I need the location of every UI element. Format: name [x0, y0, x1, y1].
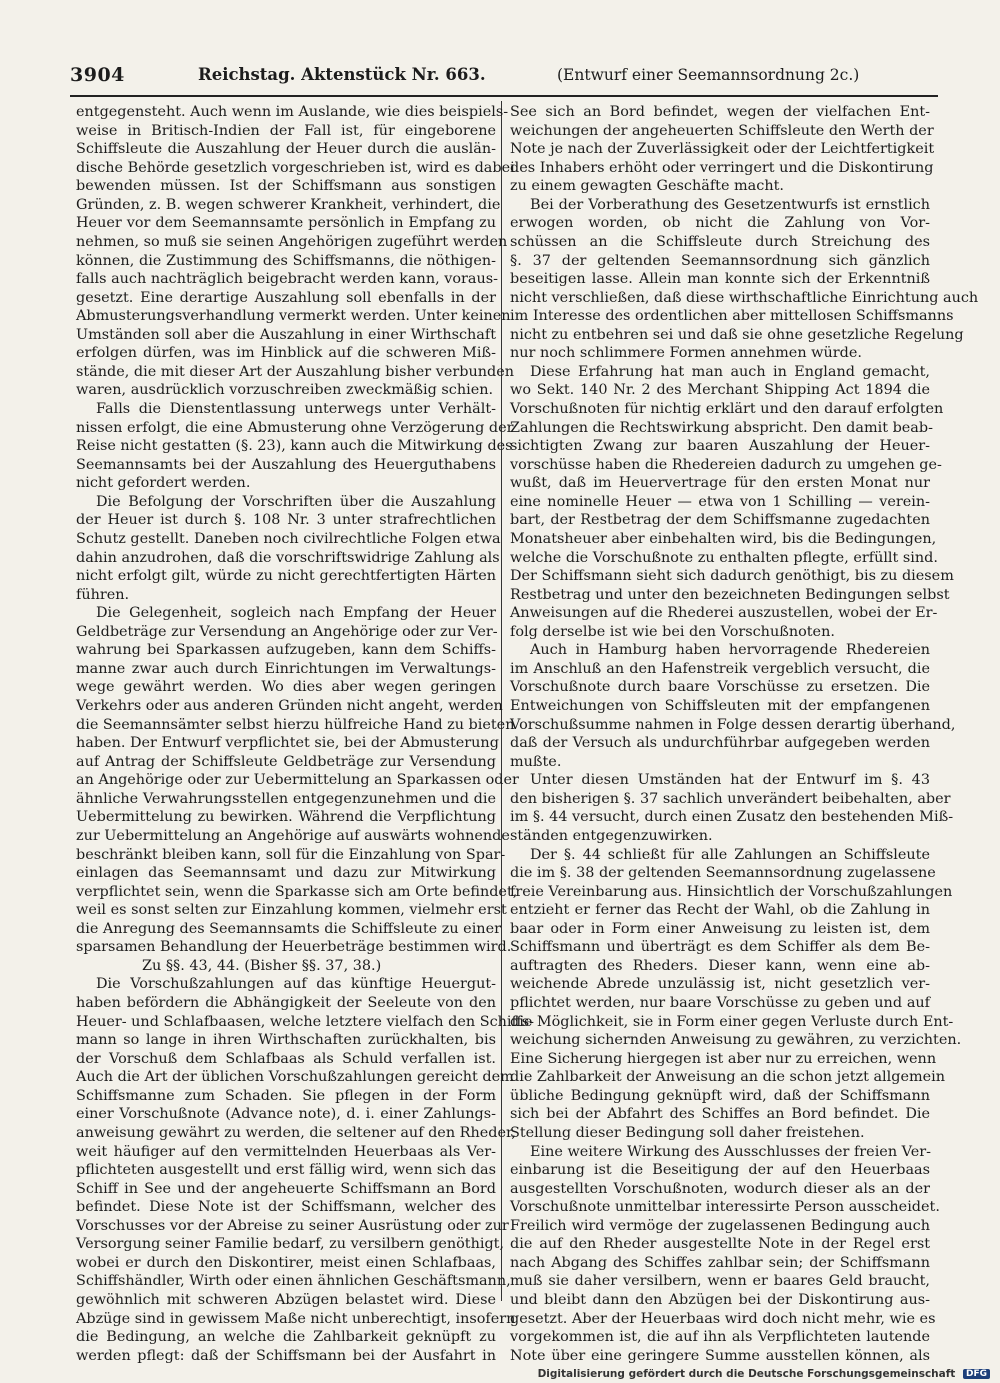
text-line: nicht zu entbehren sei und daß sie ohne gesetzliche Regelung — [510, 326, 964, 343]
text-line: ähnliche Verwahrungsstellen entgegenzunehmen und die — [76, 790, 496, 807]
text-line: Diese Erfahrung hat man auch in England gemacht, — [530, 363, 930, 380]
text-line: Freilich wird vermöge der zugelassenen Bedingung auch — [510, 1217, 930, 1234]
text-line: Vorschußnote durch baare Vorschüsse zu ersetzen. Die — [510, 679, 930, 696]
text-line: anweisung gewährt zu werden, die seltener auf den Rheder, — [76, 1124, 516, 1141]
text-line: pflichtet werden, nur baare Vorschüsse zu geben und auf — [510, 995, 930, 1011]
text-line: die Bedingung, an welche die Zahlbarkeit geknüpft zu — [76, 1329, 496, 1346]
text-line: Uebermittelung zu bewirken. Während die Verpflichtung — [76, 809, 496, 826]
text-line: Falls die Dienstentlassung unterwegs unter Verhält- — [96, 401, 496, 417]
text-line: daß der Versuch als undurchführbar aufgegeben werden — [510, 735, 930, 752]
text-line: ständen entgegenzuwirken. — [510, 827, 713, 844]
text-line: Abzüge sind in gewissem Maße nicht unberechtigt, insofern — [76, 1310, 516, 1327]
text-line: beseitigen lasse. Allein man konnte sich der Erkenntniß — [510, 271, 930, 288]
text-line: Eine Sicherung hiergegen ist aber nur zu erreichen, wenn — [510, 1050, 937, 1067]
section-heading: Zu §§. 43, 44. (Bisher §§. 37, 38.) — [142, 957, 382, 974]
text-line: nach Abgang des Schiffes zahlbar sein; der Schiffsmann — [510, 1254, 930, 1271]
text-line: im Interesse des ordentlichen aber mittellosen Schiffsmanns — [510, 308, 954, 325]
text-line: Gründen, z. B. wegen schwerer Krankheit, verhindert, die — [76, 196, 501, 213]
running-subtitle: (Entwurf einer Seemannsordnung 2c.) — [557, 66, 860, 84]
text-line: haben. Der Entwurf verpflichtet sie, bei der Abmusterung — [76, 735, 499, 752]
text-line: Die Vorschußzahlungen auf das künftige Heuergut- — [96, 976, 496, 993]
text-line: Vorschußnote unmittelbar interessirte Person ausscheidet. — [510, 1199, 940, 1216]
text-line: Schiffshändler, Wirth oder einen ähnlichen Geschäftsmann, — [76, 1273, 511, 1290]
text-line: Note je nach der Zuverlässigkeit oder der Leichtfertigkeit — [510, 141, 935, 158]
text-line: falls auch nachträglich beigebracht werden kann, voraus- — [76, 271, 499, 288]
text-line: Versorgung seiner Familie bedarf, zu versilbern genöthigt, — [76, 1236, 505, 1253]
text-line: mann so lange in ihren Wirthschaften zurückhalten, bis — [76, 1032, 496, 1049]
text-line: Seemannsamts bei der Auszahlung des Heuerguthabens — [76, 456, 496, 473]
text-line: die Möglichkeit, sie in Form einer gegen Verluste durch Ent- — [510, 1013, 954, 1030]
text-line: haben befördern die Abhängigkeit der Seeleute von den — [76, 995, 496, 1011]
text-line: Unter diesen Umständen hat der Entwurf im §. 43 — [530, 772, 930, 789]
text-line: auf Antrag der Schiffsleute Geldbeträge zur Versendung — [76, 753, 496, 770]
text-line: vorgekommen ist, die auf ihn als Verpflichteten lautende — [510, 1329, 930, 1346]
text-line: können, die Zustimmung des Schiffsmanns, die nöthigen- — [76, 252, 496, 269]
text-line: pflichteten ausgestellt und erst fällig wird, wenn sich das — [76, 1162, 496, 1179]
text-line: nicht verschließen, daß diese wirthschaftliche Einrichtung auch — [510, 289, 979, 306]
text-line: der Vorschuß dem Schlafbaas als Schuld verfallen ist. — [76, 1050, 496, 1067]
header-rule — [70, 95, 938, 97]
text-line: Schiffsmann und überträgt es dem Schiffer als dem Be- — [510, 939, 930, 956]
text-line: bart, der Restbetrag der dem Schiffsmanne zugedachten — [510, 512, 930, 529]
text-line: Vorschußnoten für nichtig erklärt und den darauf erfolgten — [510, 401, 944, 417]
text-line: Schutz gestellt. Daneben noch civilrechtliche Folgen etwa — [76, 530, 501, 547]
text-line: weichung sichernden Anweisung zu gewähren, zu verzichten. — [510, 1032, 962, 1049]
text-line: gesetzt. Eine derartige Auszahlung soll ebenfalls in der — [76, 289, 496, 306]
text-line: Auch die Art der üblichen Vorschußzahlungen gereicht dem — [76, 1069, 514, 1086]
text-line: wege gewährt werden. Wo dies aber wegen geringen — [76, 679, 496, 696]
text-line: werden pflegt: daß der Schiffsmann bei der Ausfahrt in — [76, 1347, 496, 1364]
text-line: im §. 44 versucht, durch einen Zusatz den bestehenden Miß- — [510, 809, 954, 826]
text-line: waren, ausdrücklich vorzuschreiben zweckmäßig schien. — [76, 382, 494, 399]
text-line: verpflichtet sein, wenn die Sparkasse sich am Orte befindet, — [76, 883, 518, 900]
text-line: Reise nicht gestatten (§. 23), kann auch die Mitwirkung des — [76, 438, 513, 455]
text-line: manne zwar auch durch Einrichtungen im Verwaltungs- — [76, 660, 496, 677]
running-title: Reichstag. Aktenstück Nr. 663. — [198, 65, 486, 84]
text-line: stände, die mit dieser Art der Auszahlung bisher verbunden — [76, 363, 515, 380]
text-line: beschränkt bleiben kann, soll für die Einzahlung von Spar- — [76, 846, 506, 863]
text-line: Umständen soll aber die Auszahlung in einer Wirthschaft — [76, 326, 496, 343]
text-line: baar oder in Form einer Anweisung zu leisten ist, dem — [510, 920, 930, 937]
text-line: auftragten des Rheders. Dieser kann, wenn eine ab- — [510, 957, 930, 974]
text-line: zu einem gewagten Geschäfte macht. — [510, 178, 784, 195]
text-line: einbarung ist die Beseitigung der auf den Heuerbaas — [510, 1162, 930, 1179]
text-line: gewöhnlich mit schweren Abzügen belastet wird. Diese — [76, 1292, 496, 1308]
text-line: Schiffsleute die Auszahlung der Heuer durch die auslän- — [76, 141, 496, 158]
text-line: Note über eine geringere Summe ausstellen können, als — [510, 1347, 930, 1364]
text-line: die Anregung des Seemannsamts die Schiffsleute zu einer — [76, 920, 501, 937]
text-line: Monatsheuer aber einbehalten wird, bis die Bedingungen, — [510, 530, 937, 547]
text-line: den bisherigen §. 37 sachlich unverändert beibehalten, aber — [510, 790, 951, 807]
page-number: 3904 — [70, 64, 125, 86]
text-line: im Anschluß an den Hafenstreik vergeblich versucht, die — [510, 660, 930, 677]
text-line: die im §. 38 der geltenden Seemannsordnung zugelassene — [510, 865, 936, 882]
text-line: folg derselbe ist wie bei den Vorschußnoten. — [510, 623, 835, 640]
text-line: Die Befolgung der Vorschriften über die Auszahlung — [96, 493, 496, 510]
text-line: Der Schiffsmann sieht sich dadurch genöthigt, bis zu diesem — [510, 568, 954, 585]
footer-credit — [538, 1368, 990, 1380]
text-line: Abmusterungsverhandlung vermerkt werden. Unter keinen — [76, 308, 511, 325]
text-line: an Angehörige oder zur Uebermittelung an Sparkassen oder — [76, 772, 519, 789]
text-line: schüssen an die Schiffsleute durch Streichung des — [510, 233, 930, 250]
text-line: weil es sonst selten zur Einzahlung kommen, vielmehr erst — [76, 902, 507, 919]
text-line: sich bei der Abfahrt des Schiffes an Bord befindet. Die — [510, 1106, 930, 1123]
text-line: erfolgen dürfen, was im Hinblick auf die schweren Miß- — [76, 345, 496, 362]
text-line: §. 37 der geltenden Seemannsordnung sich gänzlich — [510, 252, 930, 269]
text-line: See sich an Bord befindet, wegen der vielfachen Ent- — [510, 104, 930, 120]
text-line: der Heuer ist durch §. 108 Nr. 3 unter strafrechtlichen — [76, 512, 496, 529]
text-line: übliche Bedingung geknüpft wird, daß der Schiffsmann — [510, 1087, 930, 1104]
text-line: eine nominelle Heuer — etwa von 1 Schilling — verein- — [510, 493, 930, 510]
text-line: vorschüsse haben die Rhedereien dadurch zu umgehen ge- — [510, 456, 942, 473]
text-line: muß sie daher versilbern, wenn er baares Geld braucht, — [510, 1273, 930, 1290]
text-line: wobei er durch den Diskontirer, meist einen Schlafbaas, — [76, 1254, 496, 1271]
text-line: Eine weitere Wirkung des Ausschlusses der freien Ver- — [530, 1143, 931, 1160]
text-line: dische Behörde gesetzlich vorgeschrieben ist, wird es dabei — [76, 159, 515, 176]
text-line: bewenden müssen. Ist der Schiffsmann aus sonstigen — [76, 178, 496, 195]
text-line: dahin anzudrohen, daß die vorschriftswidrige Zahlung als — [76, 549, 500, 566]
text-line: erwogen worden, ob nicht die Zahlung von Vor- — [510, 215, 930, 232]
left-column — [76, 103, 534, 1365]
text-line: Verkehrs oder aus anderen Gründen nicht angeht, werden — [76, 698, 503, 714]
text-line: weise in Britisch-Indien der Fall ist, für eingeborene — [76, 122, 496, 139]
text-line: Anweisungen auf die Rhederei auszustellen, wobei der Er- — [510, 605, 938, 622]
text-line: einer Vorschußnote (Advance note), d. i. einer Zahlungs- — [76, 1106, 496, 1123]
text-line: Entweichungen von Schiffsleuten mit der empfangenen — [510, 698, 930, 714]
text-line: Schiffsmanne zum Schaden. Sie pflegen in der Form — [76, 1087, 496, 1104]
text-line: weit häufiger auf den vermittelnden Heuerbaas als Ver- — [76, 1143, 496, 1160]
text-line: die Zahlbarkeit der Anweisung an die schon jetzt allgemein — [510, 1069, 946, 1086]
text-line: die auf den Rheder ausgestellte Note in der Regel erst — [510, 1236, 930, 1253]
text-line: Stellung dieser Bedingung soll daher freistehen. — [510, 1124, 865, 1141]
text-line: sparsamen Behandlung der Heuerbeträge bestimmen wird. — [76, 939, 512, 956]
right-column — [510, 103, 979, 1365]
text-line: welche die Vorschußnote zu enthalten pflegte, erfüllt sind. — [510, 549, 938, 566]
dfg-logo: DFG — [963, 1369, 990, 1379]
text-line: Heuer- und Schlafbaasen, welche letztere vielfach den Schiffs- — [76, 1013, 534, 1030]
text-line: mußte. — [510, 753, 562, 770]
text-line: entzieht er ferner das Recht der Wahl, ob die Zahlung in — [510, 902, 930, 919]
footer-credit-text: Digitalisierung gefördert durch die Deutsche Forschungsgemeinschaft — [537, 1368, 956, 1380]
text-line: Heuer vor dem Seemannsamte persönlich in Empfang zu — [76, 215, 496, 232]
text-line: Schiff in See und der angeheuerte Schiffsmann an Bord — [76, 1180, 496, 1197]
text-line: Vorschusses vor der Abreise zu seiner Ausrüstung oder zur — [76, 1217, 509, 1234]
text-line: die Seemannsämter selbst hierzu hülfreiche Hand zu bieten — [76, 716, 515, 733]
page-header — [70, 64, 938, 90]
text-line: gesetzt. Aber der Heuerbaas wird doch nicht mehr, wie es — [510, 1310, 936, 1327]
text-line: und bleibt dann den Abzügen bei der Diskontirung aus- — [510, 1292, 930, 1308]
text-line: weichende Abrede unzulässig ist, nicht gesetzlich ver- — [510, 976, 930, 993]
text-line: nicht erfolgt gilt, würde zu nicht gerechtfertigten Härten — [76, 568, 496, 585]
text-line: sichtigten Zwang zur baaren Auszahlung der Heuer- — [510, 438, 930, 455]
text-line: weichungen der angeheuerten Schiffsleute den Werth der — [510, 122, 934, 139]
text-line: Auch in Hamburg haben hervorragende Rhedereien — [530, 642, 930, 659]
text-line: Die Gelegenheit, sogleich nach Empfang der Heuer — [96, 605, 496, 622]
text-line: einlagen das Seemannsamt und dazu zur Mitwirkung — [76, 865, 496, 882]
text-line: Der §. 44 schließt für alle Zahlungen an Schiffsleute — [530, 846, 930, 863]
text-line: Zahlungen die Rechtswirkung abspricht. Den damit beab- — [510, 419, 933, 436]
text-line: wo Sekt. 140 Nr. 2 des Merchant Shipping Act 1894 die — [510, 382, 930, 399]
text-line: nissen erfolgt, die eine Abmusterung ohne Verzögerung der — [76, 419, 514, 436]
text-line: nur noch schlimmere Formen annehmen würde. — [510, 345, 862, 362]
text-line: ausgestellten Vorschußnoten, wodurch dieser als an der — [510, 1180, 930, 1197]
text-line: Restbetrag und unter den bezeichneten Bedingungen selbst — [510, 586, 950, 603]
text-line: führen. — [76, 586, 130, 603]
text-line: Geldbeträge zur Versendung an Angehörige oder zur Ver- — [76, 623, 498, 640]
text-line: wahrung bei Sparkassen aufzugeben, kann dem Schiffs- — [76, 642, 496, 659]
text-line: wußt, daß im Heuervertrage für den ersten Monat nur — [510, 475, 930, 492]
text-line: zur Uebermittelung an Angehörige auf auswärts wohnende — [76, 827, 510, 844]
text-line: des Inhabers erhöht oder verringert und die Diskontirung — [510, 159, 934, 176]
text-line: befindet. Diese Note ist der Schiffsmann, welcher des — [76, 1199, 496, 1216]
text-line: entgegensteht. Auch wenn im Auslande, wie dies beispiels- — [76, 104, 509, 120]
text-line: nehmen, so muß sie seinen Angehörigen zugeführt werden — [76, 233, 508, 250]
text-line: nicht gefordert werden. — [76, 475, 251, 492]
text-line: Bei der Vorberathung des Gesetzentwurfs ist ernstlich — [530, 196, 930, 213]
text-line: Vorschußsumme nahmen in Folge dessen derartig überhand, — [510, 716, 956, 733]
text-line: freie Vereinbarung aus. Hinsichtlich der Vorschußzahlungen — [510, 883, 953, 900]
